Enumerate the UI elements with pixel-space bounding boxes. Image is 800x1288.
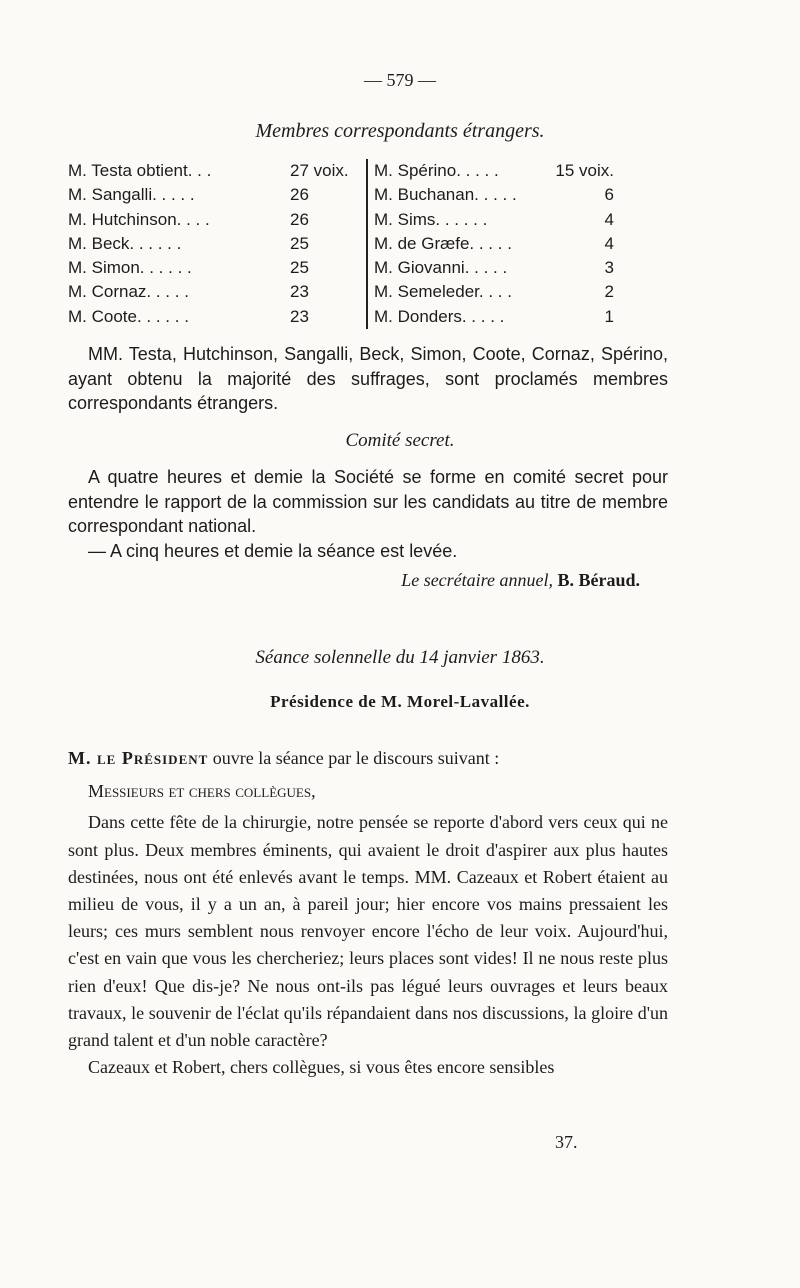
vote-row xyxy=(374,208,674,232)
vote-count: 3 xyxy=(604,258,614,278)
vote-count: 23 xyxy=(290,282,309,302)
vote-count: 25 xyxy=(290,233,309,253)
comite-text: A quatre heures et demie la Société se forme en comité secret pour entendre le rapport de la commission sur les candidats au titre de membre correspondant national. xyxy=(68,467,668,536)
vote-row xyxy=(68,208,358,232)
discourse-paragraph-1: Dans cette fête de la chirurgie, notre pensée se reporte d'abord vers ceux qui ne sont plus. Deux membres éminents, qui avaient le droit d'aspirer aux plus hautes destinées, nous ont été enlevés avant le temps. MM. Cazeaux et Robert étaient au milieu de vous, il y a un an, à pareil jour; hier encore vos mains pressaient les leurs; ces murs semblent nous renvoyer encore l'écho de leur voix. Aujourd'hui, c'est en vain que vous les chercheriez; leurs places sont vides! Il ne nous reste plus rien d'eux! Que dis-je? Ne nous ont-ils pas légué leurs ouvrages et leurs beaux travaux, le souvenir de l'éclat qu'ils répandaient dans nos discussions, la gloire d'un grand talent et d'un noble caractère? xyxy=(68,812,668,1051)
vote-count: 1 xyxy=(604,306,614,326)
vote-name: M. Cornaz. . . . . xyxy=(68,282,189,302)
votes-right-column xyxy=(366,159,674,329)
proclamation-text: MM. Testa, Hutchinson, Sangalli, Beck, Simon, Coote, Cornaz, Spérino, ayant obtenu la majorité des suffrages, sont proclamés membres correspondants étrangers. xyxy=(68,344,668,413)
vote-name: M. Beck. . . . . . xyxy=(68,233,182,253)
comite-title: Comité secret. xyxy=(345,430,455,451)
vote-row xyxy=(68,159,358,183)
vote-count: 27 voix. xyxy=(290,161,349,180)
president-label: M. le Président xyxy=(68,748,209,768)
signature-mark: 37. xyxy=(555,1132,578,1152)
vote-count: 2 xyxy=(604,282,614,302)
vote-name: M. Spérino. . . . . xyxy=(374,161,499,180)
vote-name: M. Semeleder. . . . xyxy=(374,282,512,302)
vote-count: 4 xyxy=(604,233,614,253)
vote-row xyxy=(374,183,674,207)
vote-row xyxy=(68,280,358,304)
discourse-body xyxy=(68,745,668,1081)
signature-name: B. Béraud. xyxy=(557,570,640,590)
discourse-paragraph-2: Cazeaux et Robert, chers collègues, si vous êtes encore sensibles xyxy=(88,1057,555,1078)
vote-count: 23 xyxy=(290,306,309,326)
vote-name: M. Simon. . . . . . xyxy=(68,258,192,278)
vote-name: M. Hutchinson. . . . xyxy=(68,209,210,229)
vote-name: M. de Græfe. . . . . xyxy=(374,233,512,253)
vote-row xyxy=(68,305,358,329)
comite-paragraph xyxy=(68,465,668,563)
vote-name: M. Donders. . . . . xyxy=(374,306,505,326)
vote-row xyxy=(68,183,358,207)
signature-role: Le secrétaire annuel, xyxy=(401,570,553,590)
vote-count: 15 voix. xyxy=(555,161,614,180)
vote-row xyxy=(68,232,358,256)
proclamation-paragraph xyxy=(68,342,668,416)
president-text: ouvre la séance par le discours suivant : xyxy=(208,748,500,768)
page-number: — 579 — xyxy=(364,70,436,90)
vote-name: M. Buchanan. . . . . xyxy=(374,185,517,205)
section-title: Membres correspondants étrangers. xyxy=(255,120,545,142)
vote-count: 25 xyxy=(290,258,309,278)
vote-row xyxy=(374,232,674,256)
vote-row xyxy=(374,256,674,280)
vote-row xyxy=(374,280,674,304)
presidence-line: Présidence de M. Morel-Lavallée. xyxy=(270,692,530,711)
salutation: Messieurs et chers collègues, xyxy=(88,781,316,802)
secretary-signature xyxy=(68,570,640,591)
vote-count: 26 xyxy=(290,185,309,205)
votes-left-column xyxy=(68,159,358,329)
vote-name: M. Testa obtient. . . xyxy=(68,161,212,180)
vote-row xyxy=(68,256,358,280)
closing-text: — A cinq heures et demie la séance est levée. xyxy=(88,540,458,561)
vote-row xyxy=(374,159,674,183)
vote-name: M. Coote. . . . . . xyxy=(68,306,189,326)
vote-name: M. Sangalli. . . . . xyxy=(68,185,195,205)
vote-name: M. Sims. . . . . . xyxy=(374,209,488,229)
vote-row xyxy=(374,305,674,329)
vote-name: M. Giovanni. . . . . xyxy=(374,258,508,278)
vote-count: 4 xyxy=(604,209,614,229)
seance-title: Séance solennelle du 14 janvier 1863. xyxy=(255,647,545,668)
vote-count: 6 xyxy=(604,185,614,205)
president-intro xyxy=(68,745,668,772)
vote-count: 26 xyxy=(290,209,309,229)
